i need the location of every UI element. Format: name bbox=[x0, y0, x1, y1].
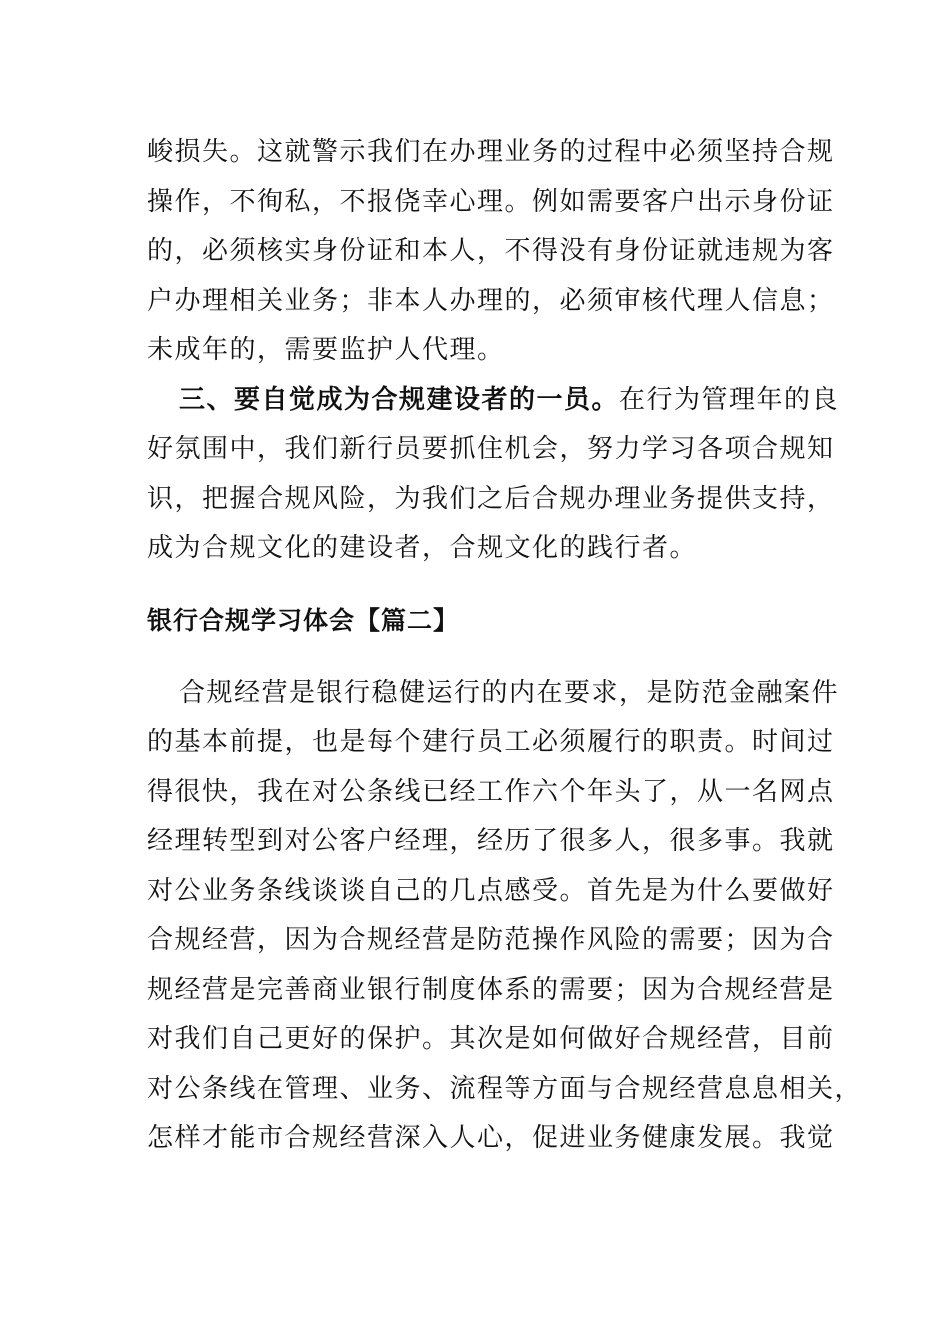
text-line: 规经营是完善商业银行制度体系的需要；因为合规经营是 bbox=[147, 974, 835, 1005]
text-line: 对我们自己更好的保护。其次是如何做好合规经营，目前 bbox=[147, 1024, 835, 1054]
document-page bbox=[147, 128, 863, 1164]
paragraph-continuation bbox=[147, 128, 835, 376]
text-line bbox=[147, 376, 840, 426]
text-line: 成为合规文化的建设者，合规文化的践行者。 bbox=[147, 533, 698, 563]
text-line: 合规经营是银行稳健运行的内在要求，是防范金融案件 bbox=[179, 677, 840, 708]
text-line: 未成年的，需要监护人代理。 bbox=[147, 335, 505, 365]
text-line: 对公业务条线谈谈自己的几点感受。首先是为什么要做好 bbox=[147, 875, 835, 906]
text-line: 识，把握合规风险，为我们之后合规办理业务提供支持， bbox=[147, 483, 835, 514]
lead-rest: 在行为管理年的良 bbox=[619, 384, 840, 415]
text-line: 的基本前提，也是每个建行员工必须履行的职责。时间过 bbox=[147, 727, 835, 757]
bold-lead: 三、要自觉成为合规建设者的一员。 bbox=[179, 384, 620, 415]
text-line: 操作，不徇私，不报侥幸心理。例如需要客户出示身份证 bbox=[147, 186, 835, 217]
paragraph-part-two bbox=[147, 669, 863, 1164]
text-line: 怎样才能市合规经营深入人心，促进业务健康发展。我觉 bbox=[147, 1123, 835, 1153]
text-line: 好氛围中，我们新行员要抓住机会，努力学习各项合规知 bbox=[147, 434, 835, 464]
text-line: 合规经营，因为合规经营是防范操作风险的需要；因为合 bbox=[147, 925, 835, 955]
text-line: 得很快，我在对公条线已经工作六个年头了，从一名网点 bbox=[147, 776, 835, 807]
text-line: 户办理相关业务；非本人办理的，必须审核代理人信息； bbox=[147, 285, 835, 316]
text-line: 对公条线在管理、业务、流程等方面与合规经营息息相关， bbox=[147, 1073, 863, 1104]
text-line: 经理转型到对公客户经理，经历了很多人，很多事。我就 bbox=[147, 826, 835, 856]
text-line: 的，必须核实身份证和本人，不得没有身份证就违规为客 bbox=[147, 236, 835, 266]
text-line: 峻损失。这就警示我们在办理业务的过程中必须坚持合规 bbox=[147, 137, 835, 167]
paragraph-point-three bbox=[147, 376, 840, 574]
section-heading: 银行合规学习体会【篇二】 bbox=[147, 605, 460, 635]
